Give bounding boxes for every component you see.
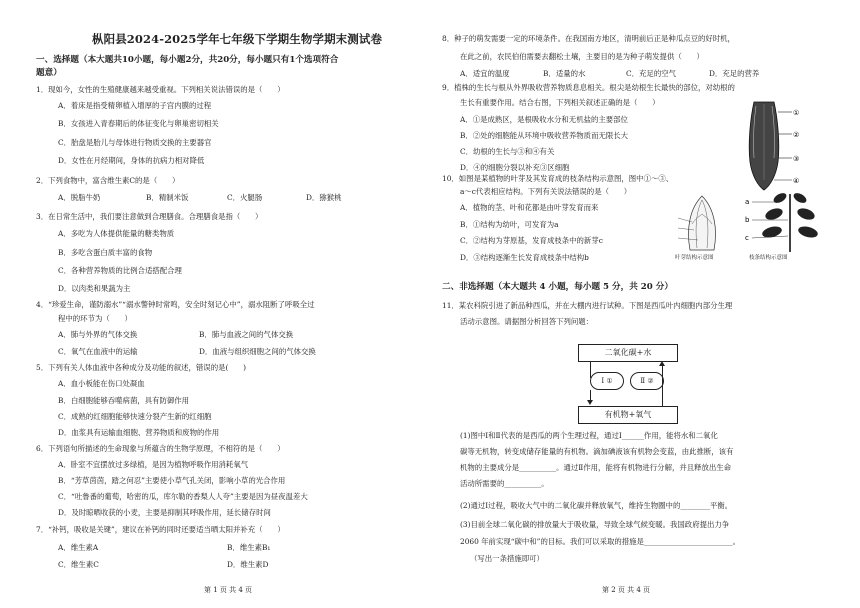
branch-figure [742,190,826,254]
question-2-option-c: C．火腿肠 [227,193,263,202]
svg-text:④: ④ [793,177,800,185]
question-3-option-b: B．多吃含蛋白质丰富的食物 [58,248,153,257]
question-7: 7．“补钙，吸收是关键”，建议在补钙的同时还要适当晒太阳并补充（ ） [36,525,285,534]
question-10-option-a: A．植物的茎、叶和花都是由叶芽发育而来 [460,203,599,212]
question-6-option-d: D．及时晾晒收获的小麦，主要是抑制其呼吸作用，延长储存时间 [58,508,271,517]
diagram-bottom-box: 有机物+氧气 [578,406,678,424]
question-11-part-1-line-4: 活动所需要的__________。 [460,479,549,488]
question-7-option-d: D．维生素D [227,560,269,569]
question-6-option-a: A．卧室不宜摆放过多绿植，是因为植物呼吸作用消耗氧气 [58,460,249,469]
branch-caption: 枝条结构示意图 [749,255,788,261]
question-1-option-d: D．女性在月经期间，身体的抗病力相对降低 [58,156,205,165]
question-11-part-3-line-1: (3)目前全球二氧化碳的排放量大于吸收量，导致全球气候变暖。我国政府提出力争 [460,520,730,529]
question-10-option-d: D．③结构逐渐生长发育成枝条中结构b [460,253,589,262]
page-2-footer: 第 2 页 共 4 页 [602,586,651,594]
leaf-bud-figure [674,194,730,252]
question-8-option-b: B．适量的水 [543,69,586,78]
question-1-option-a: A．着床是指受精卵植入增厚的子宫内膜的过程 [58,101,212,110]
process-2: Ⅱ ② [630,372,664,390]
label-a: a [745,198,750,206]
question-2: 2．下列食物中，富含维生素C的是（ ） [36,176,180,185]
question-9: 9．植株的生长与根从外界吸收营养物质息息相关。根尖是幼根生长最快的部位，对幼根的 [442,83,735,92]
exam-title: 枞阳县2024-2025学年七年级下学期生物学期末测试卷 [92,32,383,46]
question-10-cont: a～c代表相应结构。下列有关说法错误的是（ ） [460,187,632,196]
question-11-part-1-line-3: 机物的主要成分是__________。通过Ⅱ作用，能将有机物进行分解，并且释放出生命 [460,463,732,472]
question-4-option-b: B．肺与血液之间的气体交换 [199,330,294,339]
question-8-cont: 在此之前，农民伯伯需要去翻松土壤，主要目的是为种子萌发提供（ ） [460,52,704,61]
question-5-option-d: D．血浆具有运输血细胞、营养物质和废物的作用 [58,428,220,437]
question-7-option-c: C．维生素C [58,560,99,569]
section-2-heading: 二、非选择题（本大题共 4 小题，每小题 5 分，共 20 分） [442,282,673,292]
question-8-option-a: A．适宜的温度 [460,69,510,78]
page-2 [430,0,860,608]
svg-text:②: ② [793,131,800,139]
arrow-up-icon [659,361,665,366]
svg-text:③: ③ [793,155,800,163]
question-4-option-a: A．肺与外界的气体交换 [58,330,138,339]
svg-text:①: ① [793,109,800,117]
question-10: 10．如图是某植物的叶芽及其发育成的枝条结构示意图，图中①～③、 [442,174,674,183]
page-1-footer: 第 1 页 共 4 页 [204,586,253,594]
question-7-option-b: B．维生素B₁ [227,543,271,552]
question-3: 3．在日常生活中，我们要注意做到合理膳食。合理膳食是指（ ） [36,212,263,221]
question-9-option-b: B．②处的细胞能从环境中吸收营养物质而无限长大 [460,131,629,140]
question-11-part-3-line-2: 2060 年前实现“碳中和”的目标。我们可以采取的措施是________________________。 [460,537,740,546]
question-3-option-c: C．各种营养物质的比例合适搭配合理 [58,266,182,275]
question-9-option-a: A．①是成熟区，是根吸收水分和无机盐的主要部位 [460,115,628,124]
question-3-option-d: D．以肉类和果蔬为主 [58,284,131,293]
question-1-option-c: C．胎盘是胎儿与母体进行物质交换的主要器官 [58,138,212,147]
question-8-option-d: D．充足的营养 [709,69,760,78]
question-4-option-c: C．氧气在血液中的运输 [58,347,138,356]
question-1-option-b: B．女孩进入青春期后的体征变化与卵巢密切相关 [58,119,219,128]
diagram-top-box: 二氧化碳+水 [578,344,678,362]
question-9-option-c: C．幼根的生长与③和④有关 [460,147,555,156]
question-5: 5．下列有关人体血液中各种成分及功能的叙述，错误的是( ) [36,363,247,372]
leaf-bud-caption: 叶芽结构示意图 [675,255,714,261]
question-8: 8．种子的萌发需要一定的环境条件。在我国南方地区，清明前后正是种瓜点豆的好时机， [442,34,735,43]
label-c: c [745,234,749,242]
process-1: Ⅰ ① [590,372,624,390]
question-9-cont: 生长有重要作用。结合右图，下列相关叙述正确的是（ ） [460,98,660,107]
question-11-part-3-note: （写出一条措施即可） [470,554,544,563]
question-4-cont: 程中的环节为（ ） [58,314,132,323]
question-8-option-c: C．充足的空气 [626,69,676,78]
question-11: 11．某农科院引进了新品种西瓜，并在大棚内进行试种。下图是西瓜叶内细胞内部分生理 [442,301,733,310]
question-11-cont: 活动示意图。请据图分析回答下列问题： [460,317,594,326]
question-6-option-c: C．“吐鲁番的葡萄，哈密的瓜，库尔勒的香梨人人夸”主要是因为昼夜温差大 [58,492,308,501]
question-6-option-b: B．“芳草茵茵，踏之何忍”主要使小草气孔关闭，影响小草的光合作用 [58,476,286,485]
label-b: b [745,216,750,224]
section-1-heading: 一、选择题（本大题共10小题，每小题2分，共20分，每小题只有1个选项符合 [36,55,339,65]
arrow-down-icon [587,400,593,405]
question-5-option-c: C．成熟的红细胞能够快速分裂产生新的红细胞 [58,412,212,421]
question-2-option-b: B．精制米饭 [146,193,189,202]
section-1-heading-cont: 题意） [36,68,62,78]
question-11-part-1-line-1: (1)图中Ⅰ和Ⅱ代表的是西瓜的两个生理过程，通过Ⅰ______作用，能将水和二氧化 [460,431,718,440]
question-1: 1．现如今，女性的生殖健康越来越受重视。下列相关说法错误的是（ ） [36,85,285,94]
question-9-option-d: D．④的细胞分裂以补充③区细胞 [460,163,570,172]
question-2-option-d: D．猕猴桃 [306,193,342,202]
question-6: 6．下列语句所描述的生命现象与所蕴含的生物学原理，不相符的是（ ） [36,444,285,453]
question-4: 4．“珍爱生命，谨防溺水”“溺水警钟时常鸣，安全时刻记心中”，溺水阻断了呼吸全过 [36,300,315,309]
question-10-option-b: B．①结构为幼叶，可发育为a [460,220,559,229]
question-10-option-c: C．②结构为芽原基，发育成枝条中的新芽c [460,236,603,245]
question-5-option-b: B．白细胞能够吞噬病菌，具有防御作用 [58,396,190,405]
question-11-part-2: (2)通过Ⅰ过程，吸收大气中的二氧化碳并释放氧气，维持生物圈中的________平衡。 [460,501,733,510]
question-2-option-a: A．脱脂牛奶 [58,193,101,202]
question-5-option-a: A．血小板能在伤口处凝血 [58,379,145,388]
question-4-option-d: D．血液与组织细胞之间的气体交换 [199,347,316,356]
question-7-option-a: A．维生素A [58,543,99,552]
question-3-option-a: A．多吃为人体提供能量的糖类物质 [58,229,175,238]
question-11-part-1-line-2: 碳等无机物，转变成储存能量的有机物。滴加碘液该有机物会变蓝，由此推断，该有 [460,447,734,456]
